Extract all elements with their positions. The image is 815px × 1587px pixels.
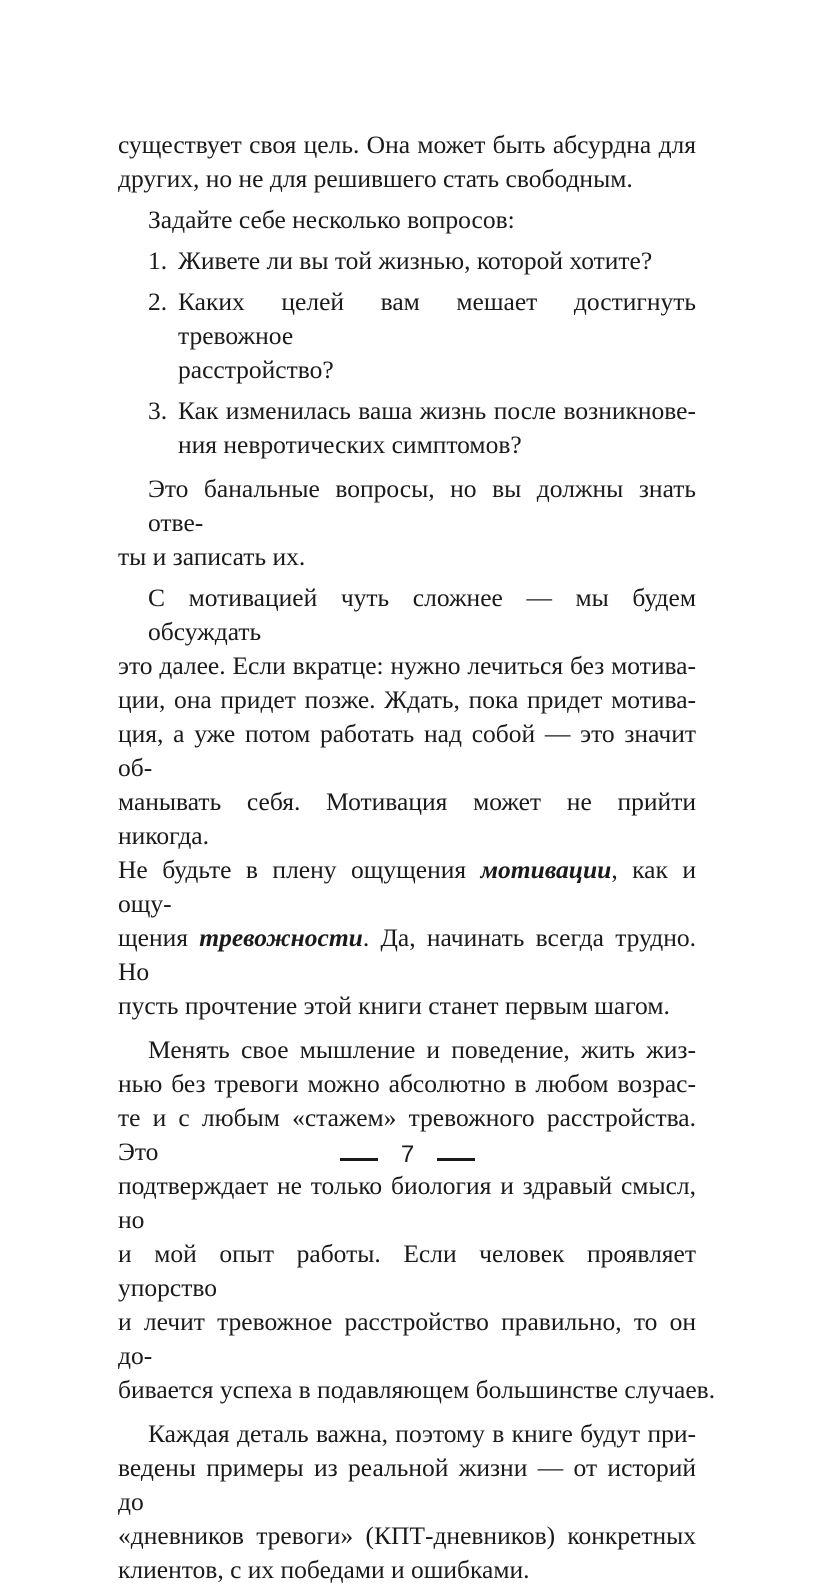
footer-rule-left: [340, 1158, 378, 1161]
text-line: подтверждает не только биология и здравый смысл, но: [118, 1171, 696, 1234]
text-line: и мой опыт работы. Если человек проявляет упорство: [118, 1239, 696, 1302]
text-line: бивается успеха в подавляющем большинстве случаев.: [118, 1375, 716, 1404]
page-body: [118, 128, 716, 1587]
text-line: «дневников тревоги» (КПТ-дневников) конкретных: [118, 1521, 696, 1550]
list-number: 1.: [148, 246, 168, 275]
text-line: ведены примеры из реальной жизни — от историй до: [118, 1453, 696, 1516]
text-fragment: Не будьте в плену ощущения: [118, 855, 481, 884]
questions-list: [118, 244, 696, 462]
list-item: [118, 285, 696, 387]
text-line: ции, она придет позже. Ждать, пока придет мотива-: [118, 685, 696, 714]
text-line: других, но не для решившего стать свободным.: [118, 164, 633, 193]
text-line: ция, а уже потом работать над собой — это значит об-: [118, 719, 696, 782]
text-line: Задайте себе несколько вопросов:: [148, 205, 515, 234]
paragraph: [118, 581, 696, 1023]
text-line: [118, 921, 696, 989]
emphasis-anxiety: тревожности: [199, 923, 363, 952]
text-line: С мотивацией чуть сложнее — мы будем обсуждать: [148, 583, 696, 646]
list-number: 2.: [148, 287, 168, 316]
text-line: и лечит тревожное расстройство правильно, то он до-: [118, 1307, 696, 1370]
text-line: существует своя цель. Она может быть абсурдна для: [118, 130, 696, 159]
footer-rule-right: [437, 1158, 475, 1161]
page-number: 7: [400, 1141, 415, 1168]
text-fragment: щения: [118, 923, 200, 952]
text-fragment: , как и ощу-: [118, 855, 697, 918]
text-fragment: . Да, начинать всегда трудно. Но: [118, 923, 696, 986]
text-line: Каких целей вам мешает достигнуть тревожное: [178, 287, 696, 350]
text-line: ты и записать их.: [118, 542, 306, 571]
text-line: манывать себя. Мотивация может не прийти никогда.: [118, 787, 696, 850]
text-line: это далее. Если вкратце: нужно лечиться без мотива-: [118, 651, 696, 680]
text-line: Как изменилась ваша жизнь после возникнове-: [178, 396, 696, 425]
text-line: пусть прочтение этой книги станет первым шагом.: [118, 991, 670, 1020]
text-line: те и с любым «стажем» тревожного расстройства. Это: [118, 1103, 696, 1166]
paragraph-continuation: [118, 128, 696, 196]
paragraph: [118, 1033, 716, 1407]
text-line: Живете ли вы той жизнью, которой хотите?: [178, 246, 653, 275]
emphasis-motivation: мотивации: [480, 855, 612, 884]
list-number: 3.: [148, 396, 168, 425]
questions-intro: [118, 203, 696, 237]
paragraph: [118, 472, 696, 574]
list-item: [118, 244, 696, 278]
text-line: клиентов, с их победами и ошибками.: [118, 1555, 530, 1584]
text-line: ния невротических симптомов?: [178, 430, 522, 459]
list-item: [118, 394, 696, 462]
text-line: нью без тревоги можно абсолютно в любом возрас-: [118, 1069, 696, 1098]
text-line: [118, 853, 696, 921]
text-line: Менять свое мышление и поведение, жить жиз-: [148, 1035, 696, 1064]
page-footer: [0, 1136, 815, 1176]
paragraph: [118, 1417, 696, 1587]
text-line: Каждая деталь важна, поэтому в книге будут при-: [148, 1419, 696, 1448]
text-line: Это банальные вопросы, но вы должны знать отве-: [148, 474, 696, 537]
text-line: расстройство?: [178, 355, 334, 384]
